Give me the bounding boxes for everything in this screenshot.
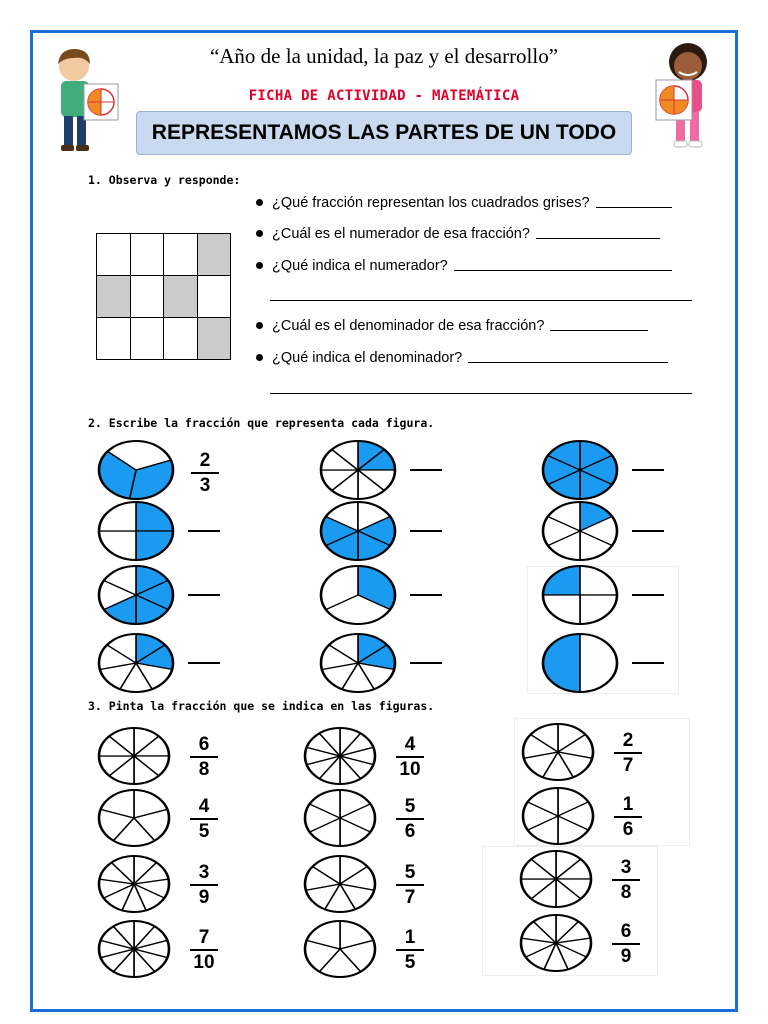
fraction-numerator: 1 bbox=[404, 927, 416, 948]
fraction-denominator: 8 bbox=[620, 882, 632, 903]
fraction-denominator: 10 bbox=[193, 952, 215, 973]
section-3-label: 3. Pinta la fracción que se indica en las figuras. bbox=[88, 699, 435, 713]
grid-cell bbox=[164, 318, 198, 360]
grid-cell-shaded bbox=[198, 234, 232, 276]
fraction-numerator: 3 bbox=[620, 857, 632, 878]
bullet-icon bbox=[256, 354, 263, 361]
fraction-numerator: 5 bbox=[404, 796, 416, 817]
target-fraction bbox=[611, 731, 645, 776]
fraction-bar bbox=[396, 818, 424, 820]
fraction-bar bbox=[190, 756, 218, 758]
grid-cell-shaded bbox=[198, 318, 232, 360]
fraction-numerator: 2 bbox=[622, 730, 634, 751]
motto-line: “Año de la unidad, la paz y el desarrollo” bbox=[209, 44, 559, 68]
question-2-text: ¿Cuál es el numerador de esa fracción? bbox=[272, 226, 530, 242]
page-title bbox=[136, 111, 632, 155]
paint-pie-6[interactable] bbox=[302, 787, 378, 849]
fraction-bar bbox=[396, 949, 424, 951]
fraction-denominator: 9 bbox=[620, 946, 632, 967]
target-fraction bbox=[187, 863, 221, 908]
question-3-text: ¿Qué indica el numerador? bbox=[272, 258, 448, 274]
question-4-text: ¿Cuál es el denominador de esa fracción? bbox=[272, 318, 545, 334]
fraction-answer-line[interactable] bbox=[410, 530, 442, 532]
answer-line-1[interactable] bbox=[596, 207, 672, 208]
answer-line-3b[interactable] bbox=[270, 300, 692, 301]
pie-figure-4[interactable] bbox=[96, 631, 176, 695]
pie-figure-10[interactable] bbox=[540, 499, 620, 563]
answer-line-5[interactable] bbox=[468, 362, 668, 363]
grid-cell-shaded bbox=[164, 276, 198, 318]
page-title-text: REPRESENTAMOS LAS PARTES DE UN TODO bbox=[151, 121, 617, 144]
fraction-numerator: 7 bbox=[198, 927, 210, 948]
fraction-bar bbox=[612, 943, 640, 945]
fraction-denominator: 8 bbox=[198, 759, 210, 780]
question-4 bbox=[256, 318, 648, 334]
fraction-answer-line[interactable] bbox=[632, 469, 664, 471]
fraction-answer-line[interactable] bbox=[188, 594, 220, 596]
fraction-bar bbox=[190, 949, 218, 951]
pie-figure-8[interactable] bbox=[318, 631, 398, 695]
question-1 bbox=[256, 195, 672, 211]
target-fraction bbox=[609, 922, 643, 967]
paint-pie-11[interactable] bbox=[518, 848, 594, 910]
fraction-bar bbox=[614, 752, 642, 754]
bullet-icon bbox=[256, 322, 263, 329]
bullet-icon bbox=[256, 262, 263, 269]
paint-pie-1[interactable] bbox=[96, 725, 172, 787]
fraction-denominator: 7 bbox=[404, 887, 416, 908]
fraction-answer-line[interactable] bbox=[410, 594, 442, 596]
pie-figure-12[interactable] bbox=[540, 631, 620, 695]
target-fraction bbox=[187, 735, 221, 780]
paint-pie-4[interactable] bbox=[96, 918, 172, 980]
fraction-numerator: 3 bbox=[198, 862, 210, 883]
question-5 bbox=[256, 350, 668, 366]
grid-cell bbox=[198, 276, 232, 318]
paint-pie-5[interactable] bbox=[302, 725, 378, 787]
grid-cell bbox=[164, 234, 198, 276]
paint-pie-12[interactable] bbox=[518, 912, 594, 974]
target-fraction bbox=[187, 797, 221, 842]
answer-line-5b[interactable] bbox=[270, 393, 692, 394]
pie-slice bbox=[580, 634, 617, 692]
bullet-icon bbox=[256, 230, 263, 237]
square-grid bbox=[96, 233, 231, 360]
fraction-denominator: 10 bbox=[399, 759, 421, 780]
answer-line-2[interactable] bbox=[536, 238, 660, 239]
fraction-numerator: 4 bbox=[404, 734, 416, 755]
target-fraction bbox=[393, 863, 427, 908]
pie-figure-2[interactable] bbox=[96, 499, 176, 563]
target-fraction bbox=[611, 795, 645, 840]
fraction-bar bbox=[191, 472, 219, 474]
pie-figure-7[interactable] bbox=[318, 563, 398, 627]
example-fraction-numerator: 2 bbox=[199, 450, 211, 471]
fraction-answer-line[interactable] bbox=[632, 530, 664, 532]
section-1-label: 1. Observa y responde: bbox=[88, 173, 241, 187]
pie-figure-6[interactable] bbox=[318, 499, 398, 563]
question-2 bbox=[256, 226, 660, 242]
pie-figure-1[interactable] bbox=[96, 438, 176, 502]
fraction-answer-line[interactable] bbox=[410, 662, 442, 664]
target-fraction bbox=[393, 928, 427, 973]
question-5-text: ¿Qué indica el denominador? bbox=[272, 350, 463, 366]
fraction-numerator: 6 bbox=[198, 734, 210, 755]
fraction-numerator: 5 bbox=[404, 862, 416, 883]
answer-line-3[interactable] bbox=[454, 270, 672, 271]
grid-cell bbox=[131, 234, 165, 276]
example-fraction bbox=[188, 451, 222, 496]
paint-pie-9[interactable] bbox=[520, 721, 596, 783]
grid-cell-shaded bbox=[97, 276, 131, 318]
grid-cell bbox=[131, 318, 165, 360]
fraction-answer-line[interactable] bbox=[410, 469, 442, 471]
bullet-icon bbox=[256, 199, 263, 206]
paint-pie-10[interactable] bbox=[520, 785, 596, 847]
fraction-answer-line[interactable] bbox=[632, 594, 664, 596]
paint-pie-7[interactable] bbox=[302, 853, 378, 915]
pie-slice-shaded bbox=[543, 634, 580, 692]
fraction-numerator: 1 bbox=[622, 794, 634, 815]
section-2-label: 2. Escribe la fracción que representa cada figura. bbox=[88, 416, 435, 430]
fraction-bar bbox=[614, 816, 642, 818]
pie-figure-5[interactable] bbox=[318, 438, 398, 502]
fraction-numerator: 4 bbox=[198, 796, 210, 817]
question-3 bbox=[256, 258, 672, 274]
fraction-bar bbox=[396, 756, 424, 758]
pie-figure-9[interactable] bbox=[540, 438, 620, 502]
fraction-bar bbox=[190, 818, 218, 820]
fraction-denominator: 5 bbox=[404, 952, 416, 973]
fraction-answer-line[interactable] bbox=[188, 530, 220, 532]
example-fraction-denominator: 3 bbox=[199, 475, 211, 496]
fraction-answer-line[interactable] bbox=[188, 662, 220, 664]
answer-line-4[interactable] bbox=[550, 330, 648, 331]
fraction-answer-line[interactable] bbox=[632, 662, 664, 664]
question-1-text: ¿Qué fracción representan los cuadrados grises? bbox=[272, 195, 590, 211]
activity-subtitle: FICHA DE ACTIVIDAD - MATEMÁTICA bbox=[248, 88, 520, 104]
fraction-denominator: 5 bbox=[198, 821, 210, 842]
paint-pie-2[interactable] bbox=[96, 787, 172, 849]
fraction-denominator: 6 bbox=[622, 819, 634, 840]
grid-cell bbox=[97, 234, 131, 276]
paint-pie-3[interactable] bbox=[96, 853, 172, 915]
fraction-numerator: 6 bbox=[620, 921, 632, 942]
target-fraction bbox=[609, 858, 643, 903]
fraction-bar bbox=[190, 884, 218, 886]
grid-cell bbox=[97, 318, 131, 360]
fraction-denominator: 6 bbox=[404, 821, 416, 842]
target-fraction bbox=[393, 735, 427, 780]
paint-pie-8[interactable] bbox=[302, 918, 378, 980]
fraction-bar bbox=[396, 884, 424, 886]
fraction-denominator: 7 bbox=[622, 755, 634, 776]
grid-cell bbox=[131, 276, 165, 318]
fraction-bar bbox=[612, 879, 640, 881]
pie-figure-11[interactable] bbox=[540, 563, 620, 627]
pie-figure-3[interactable] bbox=[96, 563, 176, 627]
fraction-denominator: 9 bbox=[198, 887, 210, 908]
target-fraction bbox=[187, 928, 221, 973]
target-fraction bbox=[393, 797, 427, 842]
